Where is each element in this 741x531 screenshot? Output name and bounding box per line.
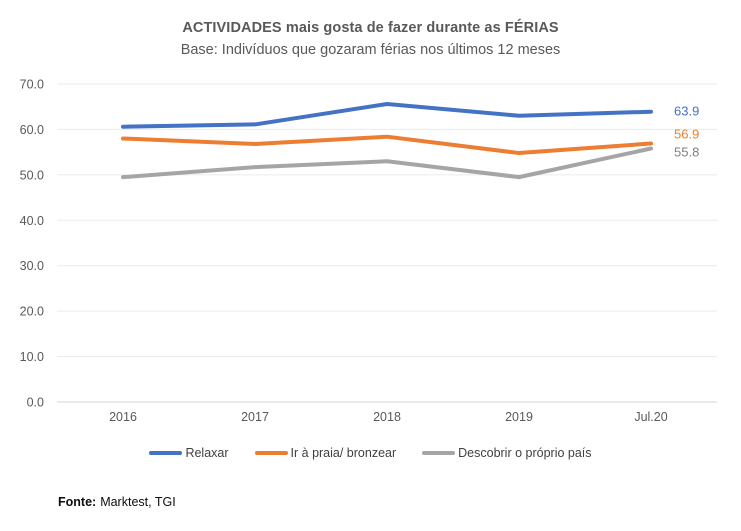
legend-label: Ir à praia/ bronzear xyxy=(290,446,397,460)
series-line-0 xyxy=(123,104,651,127)
y-tick-label: 40.0 xyxy=(19,213,44,228)
y-tick-label: 60.0 xyxy=(19,122,44,137)
source-text: Marktest, TGI xyxy=(100,495,176,509)
y-tick-label: 70.0 xyxy=(19,77,44,92)
series-end-label: 56.9 xyxy=(674,126,700,142)
source-note xyxy=(58,495,176,509)
x-tick-label: 2018 xyxy=(373,410,401,424)
chart-legend xyxy=(0,446,741,460)
legend-item-descobrir[interactable] xyxy=(422,446,591,460)
y-tick-label: 10.0 xyxy=(19,350,44,365)
x-tick-label: Jul.20 xyxy=(634,410,668,424)
chart-title: ACTIVIDADES mais gosta de fazer durante as FÉRIAS xyxy=(182,20,559,36)
y-tick-label: 20.0 xyxy=(19,304,44,319)
legend-line-swatch xyxy=(422,451,455,455)
series-line-1 xyxy=(123,137,651,153)
legend-line-swatch xyxy=(255,451,288,455)
y-tick-label: 30.0 xyxy=(19,259,44,274)
series-end-label: 63.9 xyxy=(674,103,700,119)
legend-item-praia[interactable] xyxy=(255,446,397,460)
x-tick-label: 2019 xyxy=(505,410,533,424)
y-tick-label: 50.0 xyxy=(19,168,44,183)
x-tick-label: 2017 xyxy=(241,410,269,424)
chart-subtitle: Base: Indivíduos que gozaram férias nos últimos 12 meses xyxy=(180,42,561,58)
legend-line-swatch xyxy=(149,451,182,455)
y-tick-label: 0.0 xyxy=(26,395,44,410)
series-line-2 xyxy=(123,149,651,178)
series-end-label: 55.8 xyxy=(674,144,700,160)
source-prefix: Fonte: xyxy=(58,495,97,509)
legend-label: Relaxar xyxy=(185,446,229,460)
legend-label: Descobrir o próprio país xyxy=(458,446,592,460)
x-tick-label: 2016 xyxy=(109,410,137,424)
legend-item-relaxar[interactable] xyxy=(149,446,228,460)
